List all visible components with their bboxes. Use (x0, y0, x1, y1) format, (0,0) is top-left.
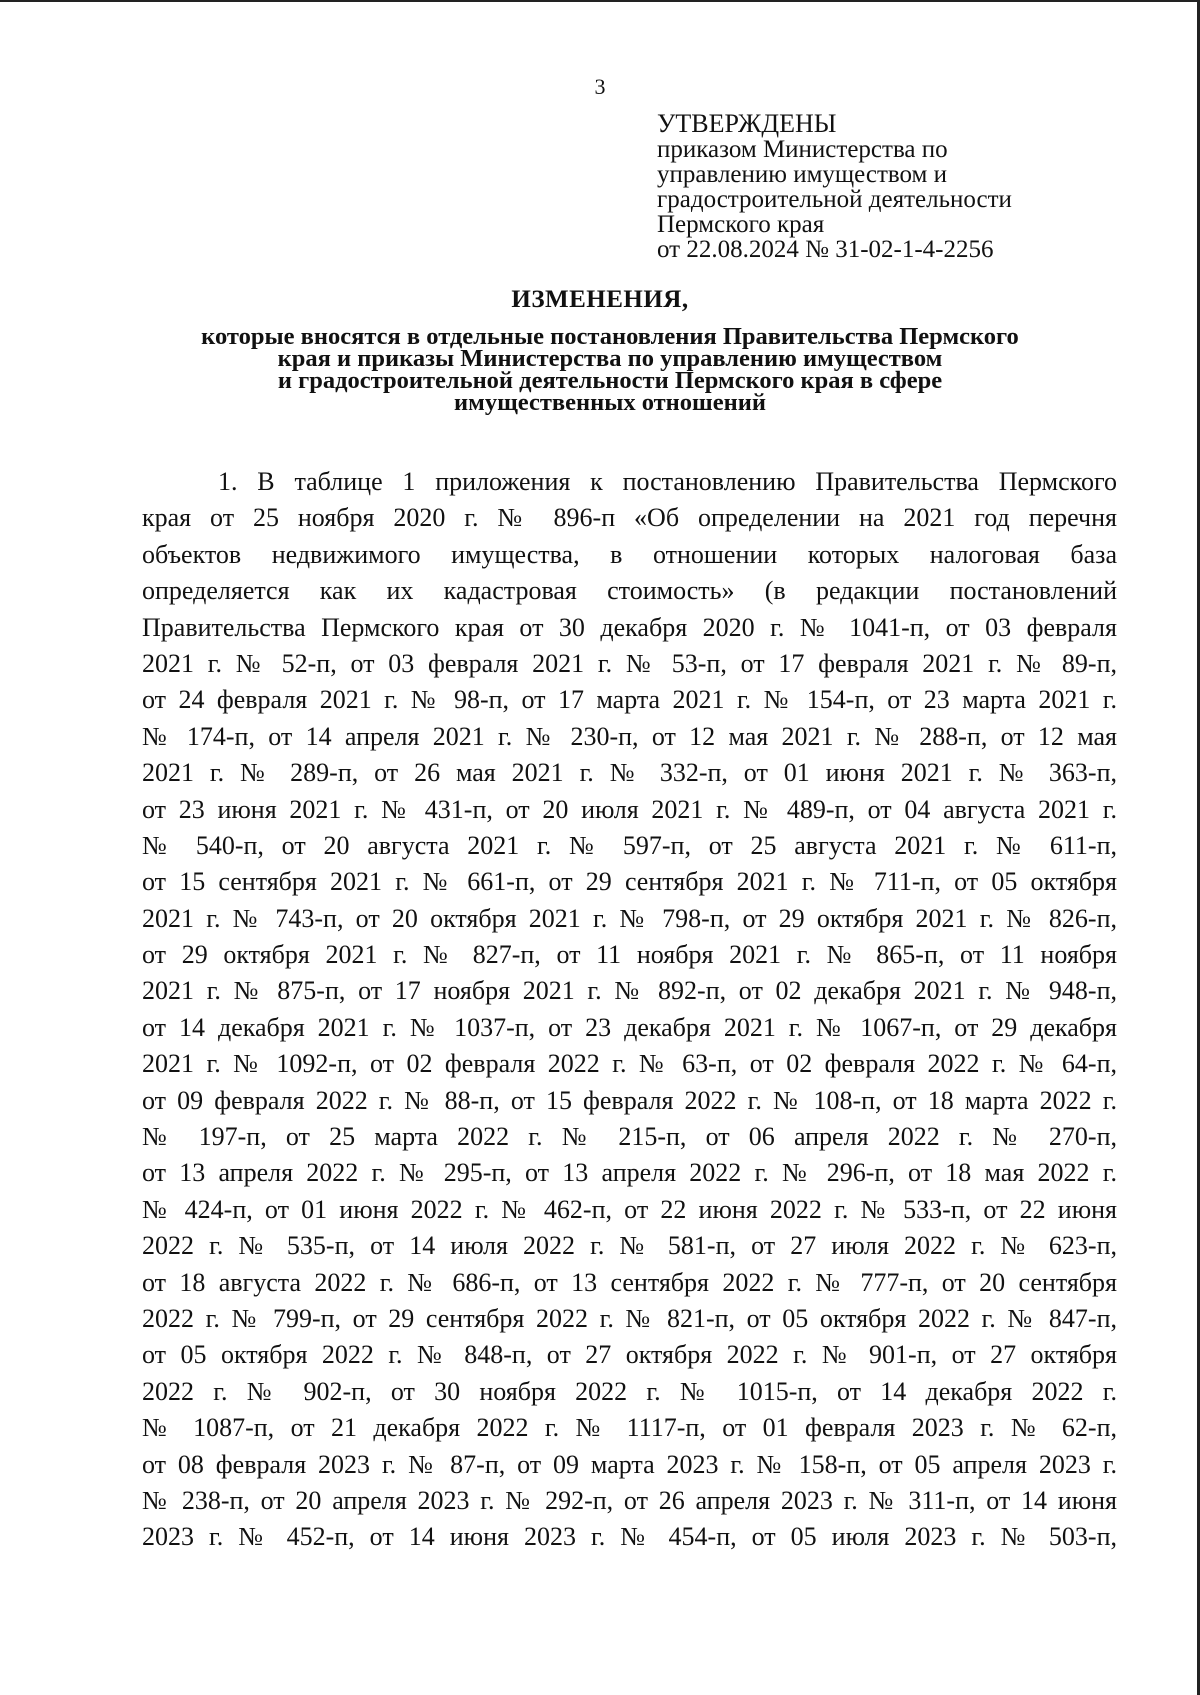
paragraph-line: № 197-п, от 25 марта 2022 г. № 215-п, от 06 апреля 2022 г. № 270-п, (142, 1122, 1117, 1152)
approval-line: приказом Министерства по (657, 136, 948, 163)
body-paragraph (142, 464, 1117, 1556)
paragraph-line: 2021 г. № 52-п, от 03 февраля 2021 г. № 53-п, от 17 февраля 2021 г. № 89-п, (142, 648, 1117, 678)
paragraph-line: от 05 октября 2022 г. № 848-п, от 27 октября 2022 г. № 901-п, от 27 октября (142, 1340, 1117, 1370)
paragraph-line: 1. В таблице 1 приложения к постановлению Правительства Пермского (218, 467, 1117, 496)
paragraph-line: от 23 июня 2021 г. № 431-п, от 20 июля 2021 г. № 489-п, от 04 августа 2021 г. (142, 794, 1117, 824)
document-subtitle (120, 323, 1100, 416)
paragraph-line: 2021 г. № 875-п, от 17 ноября 2021 г. № 892-п, от 02 декабря 2021 г. № 948-п, (142, 976, 1117, 1006)
paragraph-line: от 18 августа 2022 г. № 686-п, от 13 сентября 2022 г. № 777-п, от 20 сентября (142, 1267, 1117, 1297)
subtitle-line: которые вносятся в отдельные постановления Правительства Пермского (201, 323, 1019, 350)
paragraph-line: № 1087-п, от 21 декабря 2022 г. № 1117-п, от 01 февраля 2023 г. № 62-п, (142, 1413, 1117, 1443)
paragraph-line: 2023 г. № 452-п, от 14 июня 2023 г. № 454-п, от 05 июля 2023 г. № 503-п, (142, 1522, 1117, 1552)
paragraph-line: 2022 г. № 902-п, от 30 ноября 2022 г. № 1015-п, от 14 декабря 2022 г. (142, 1376, 1117, 1406)
approval-line: градостроительной деятельности (657, 186, 1012, 213)
subtitle-line: края и приказы Министерства по управлению имуществом (277, 345, 943, 372)
approval-line: от 22.08.2024 № 31-02-1-4-2256 (657, 236, 994, 263)
paragraph-line: от 08 февраля 2023 г. № 87-п, от 09 марта 2023 г. № 158-п, от 05 апреля 2023 г. (142, 1449, 1117, 1479)
page-number: 3 (594, 74, 606, 99)
subtitle-line: и градостроительной деятельности Пермского края в сфере (277, 367, 943, 394)
paragraph-line: от 15 сентября 2021 г. № 661-п, от 29 сентября 2021 г. № 711-п, от 05 октября (142, 867, 1117, 897)
paragraph-line: края от 25 ноября 2020 г. № 896-п «Об определении на 2021 год перечня (142, 503, 1117, 533)
paragraph-line: от 13 апреля 2022 г. № 295-п, от 13 апреля 2022 г. № 296-п, от 18 мая 2022 г. (142, 1158, 1117, 1188)
approval-line: управлению имуществом и (657, 161, 948, 188)
approval-title: УТВЕРЖДЕНЫ (657, 109, 837, 138)
paragraph-line: 2021 г. № 289-п, от 26 мая 2021 г. № 332-п, от 01 июня 2021 г. № 363-п, (142, 758, 1117, 788)
paragraph-line: от 14 декабря 2021 г. № 1037-п, от 23 декабря 2021 г. № 1067-п, от 29 декабря (142, 1012, 1117, 1042)
approval-line: Пермского края (657, 211, 825, 238)
paragraph-line: 2022 г. № 799-п, от 29 сентября 2022 г. № 821-п, от 05 октября 2022 г. № 847-п, (142, 1303, 1117, 1333)
paragraph-line: № 424-п, от 01 июня 2022 г. № 462-п, от 22 июня 2022 г. № 533-п, от 22 июня (142, 1194, 1117, 1224)
paragraph-line: № 238-п, от 20 апреля 2023 г. № 292-п, от 26 апреля 2023 г. № 311-п, от 14 июня (142, 1485, 1117, 1515)
paragraph-line: Правительства Пермского края от 30 декабря 2020 г. № 1041-п, от 03 февраля (142, 612, 1117, 642)
paragraph-line: № 174-п, от 14 апреля 2021 г. № 230-п, от 12 мая 2021 г. № 288-п, от 12 мая (142, 721, 1117, 751)
paragraph-line: объектов недвижимого имущества, в отношении которых налоговая база (142, 539, 1117, 569)
approval-block (657, 110, 1097, 262)
paragraph-line: № 540-п, от 20 августа 2021 г. № 597-п, от 25 августа 2021 г. № 611-п, (142, 830, 1117, 860)
subtitle-line: имущественных отношений (454, 389, 766, 416)
paragraph-line: от 29 октября 2021 г. № 827-п, от 11 ноября 2021 г. № 865-п, от 11 ноября (142, 940, 1117, 970)
paragraph-line: 2021 г. № 1092-п, от 02 февраля 2022 г. № 63-п, от 02 февраля 2022 г. № 64-п, (142, 1049, 1117, 1079)
document-title: ИЗМЕНЕНИЯ, (511, 286, 689, 313)
paragraph-line: от 09 февраля 2022 г. № 88-п, от 15 февраля 2022 г. № 108-п, от 18 марта 2022 г. (142, 1085, 1117, 1115)
paragraph-line: 2022 г. № 535-п, от 14 июля 2022 г. № 581-п, от 27 июля 2022 г. № 623-п, (142, 1231, 1117, 1261)
paragraph-line: от 24 февраля 2021 г. № 98-п, от 17 марта 2021 г. № 154-п, от 23 марта 2021 г. (142, 685, 1117, 715)
paragraph-line: 2021 г. № 743-п, от 20 октября 2021 г. № 798-п, от 29 октября 2021 г. № 826-п, (142, 903, 1117, 933)
paragraph-line: определяется как их кадастровая стоимость» (в редакции постановлений (142, 576, 1117, 606)
